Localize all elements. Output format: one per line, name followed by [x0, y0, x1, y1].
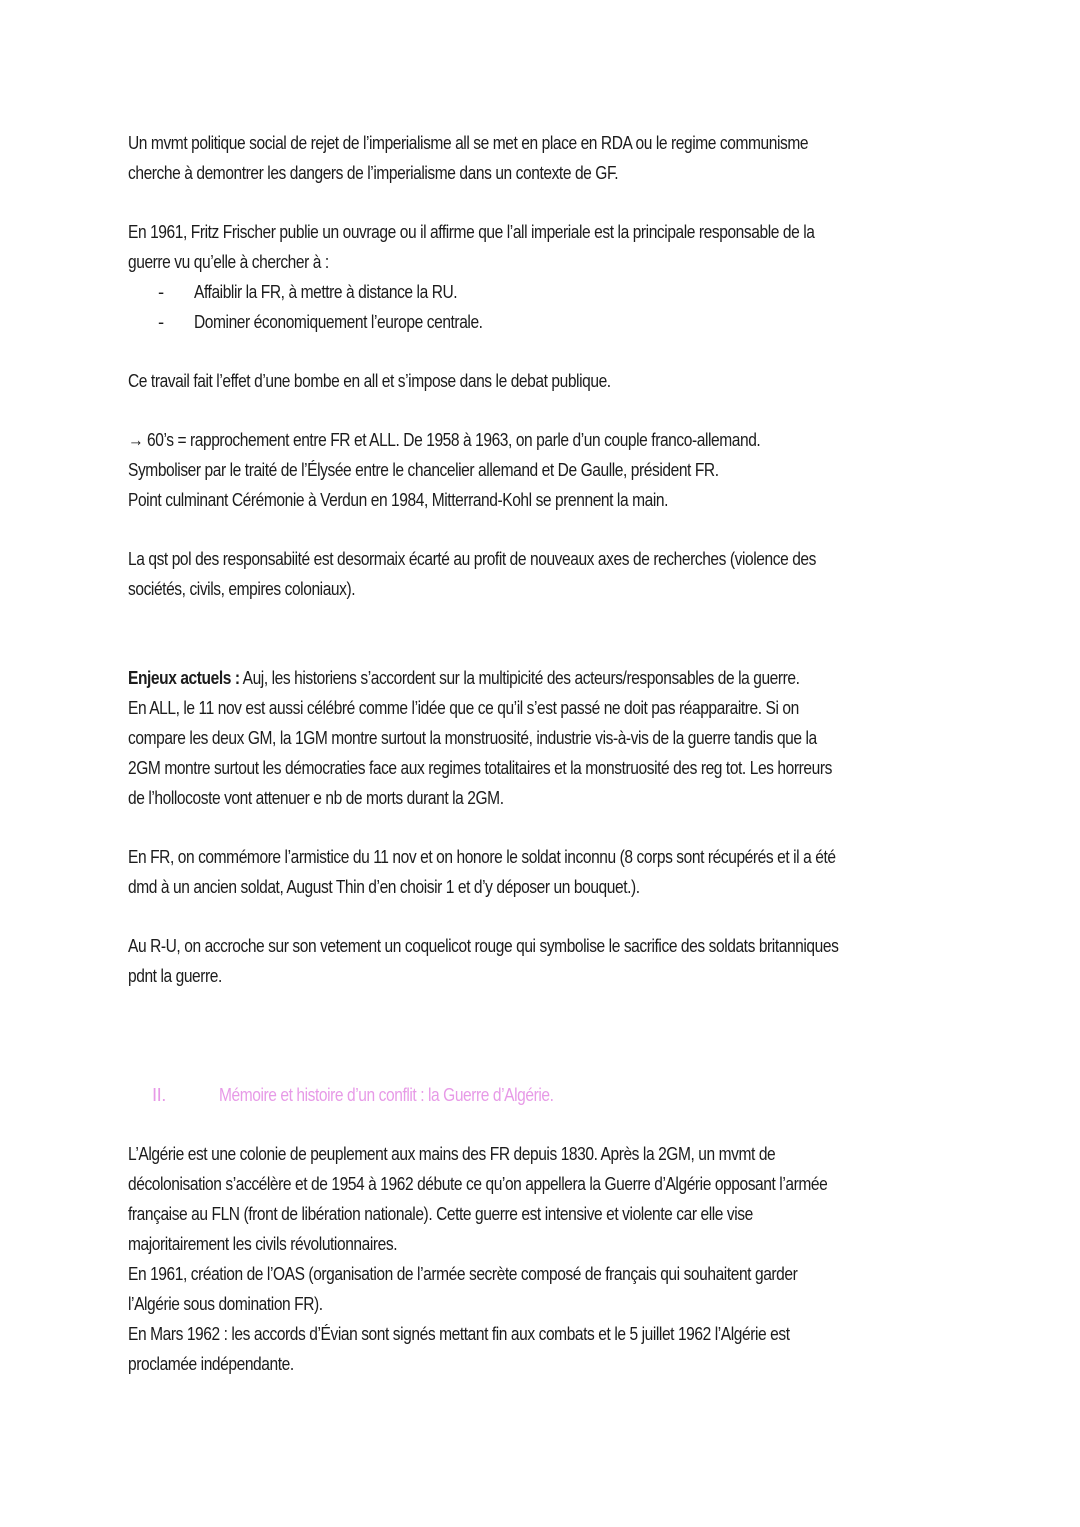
text-line: En 1961, création de l’OAS (organisation de l’armée secrète composé de français qui souhaitent garder — [128, 1263, 798, 1284]
text-line: 2GM montre surtout les démocraties face aux regimes totalitaires et la monstruosité des reg tot. Les horreurs — [128, 757, 832, 778]
text-line: En ALL, le 11 nov est aussi célébré comme l’idée que ce qu’il s’est passé ne doit pas réapparaitre. Si on — [128, 697, 799, 718]
text-line: compare les deux GM, la 1GM montre surtout la monstruosité, industrie vis-à-vis de la guerre tandis que la — [128, 727, 817, 748]
text-line: Au R-U, on accroche sur son vetement un coquelicot rouge qui symbolise le sacrifice des soldats britanniques — [128, 935, 839, 956]
list-item-text: Affaiblir la FR, à mettre à distance la RU. — [194, 281, 458, 302]
text-line: Un mvmt politique social de rejet de l’imperialisme all se met en place en RDA ou le regime communisme — [128, 132, 809, 153]
text-line: l’Algérie sous domination FR). — [128, 1293, 323, 1314]
text-line: pdnt la guerre. — [128, 965, 222, 986]
text-line: de l’hollocoste vont attenuer e nb de morts durant la 2GM. — [128, 787, 504, 808]
text-line: guerre vu qu’elle à chercher à : — [128, 251, 329, 272]
text-line: sociétés, civils, empires coloniaux). — [128, 578, 356, 599]
text-line: proclamée indépendante. — [128, 1353, 294, 1374]
text-line: En FR, on commémore l’armistice du 11 nov et on honore le soldat inconnu (8 corps sont récupérés et il a été — [128, 846, 836, 867]
text-line: La qst pol des responsabiité est desormaix écarté au profit de nouveaux axes de recherches (violence des — [128, 548, 816, 569]
text-line: Symboliser par le traité de l’Élysée entre le chancelier allemand et De Gaulle, président FR. — [128, 459, 719, 480]
text-line: cherche à demontrer les dangers de l’imperialisme dans un contexte de GF. — [128, 162, 619, 183]
text-line: L’Algérie est une colonie de peuplement aux mains des FR depuis 1830. Après la 2GM, un mvmt de — [128, 1143, 776, 1164]
text-line: → 60’s = rapprochement entre FR et ALL. De 1958 à 1963, on parle d’un couple franco-allemand. — [128, 429, 761, 450]
paragraph-responsabilite — [128, 544, 968, 604]
text-line: dmd à un ancien soldat, August Thin d’en choisir 1 et d’y déposer un bouquet.). — [128, 876, 640, 897]
text-line: majoritairement les civils révolutionnaires. — [128, 1233, 398, 1254]
section-number: II. — [152, 1084, 166, 1105]
text-line: Point culminant Cérémonie à Verdun en 1984, Mitterrand-Kohl se prennent la main. — [128, 489, 668, 510]
list-item-text: Dominer économiquement l’europe centrale. — [194, 311, 483, 332]
bullet-marker: - — [158, 281, 164, 302]
text-line: En 1961, Fritz Frischer publie un ouvrage ou il affirme que l’all imperiale est la principale responsable de la — [128, 221, 815, 242]
enjeux-first-line: Auj, les historiens s’accordent sur la multipicité des acteurs/responsables de la guerre. — [239, 667, 800, 688]
paragraph-royaume-uni — [128, 931, 968, 991]
text-line: décolonisation s’accélère et de 1954 à 1962 débute ce qu’on appellera la Guerre d’Algérie opposant l’armée — [128, 1173, 828, 1194]
paragraph-ideology-rda — [128, 128, 968, 188]
paragraph-france-armistice — [128, 842, 968, 902]
text-line — [128, 663, 968, 693]
paragraph-enjeux-actuels — [128, 663, 968, 813]
paragraph-algerie — [128, 1139, 968, 1379]
section-title: Mémoire et histoire d’un conflit : la Guerre d’Algérie. — [219, 1084, 554, 1105]
paragraph-bombe — [128, 366, 968, 396]
text-line: En Mars 1962 : les accords d’Évian sont signés mettant fin aux combats et le 5 juillet 1962 l’Algérie est — [128, 1323, 790, 1344]
paragraph-fritz-fischer — [128, 217, 968, 277]
text-line: Ce travail fait l’effet d’une bombe en all et s’impose dans le debat publique. — [128, 370, 611, 391]
bullet-marker: - — [158, 311, 164, 332]
paragraph-rapprochement — [128, 425, 968, 515]
text-line: française au FLN (front de libération nationale). Cette guerre est intensive et violente car elle vise — [128, 1203, 753, 1224]
enjeux-label: Enjeux actuels : — [128, 667, 240, 688]
